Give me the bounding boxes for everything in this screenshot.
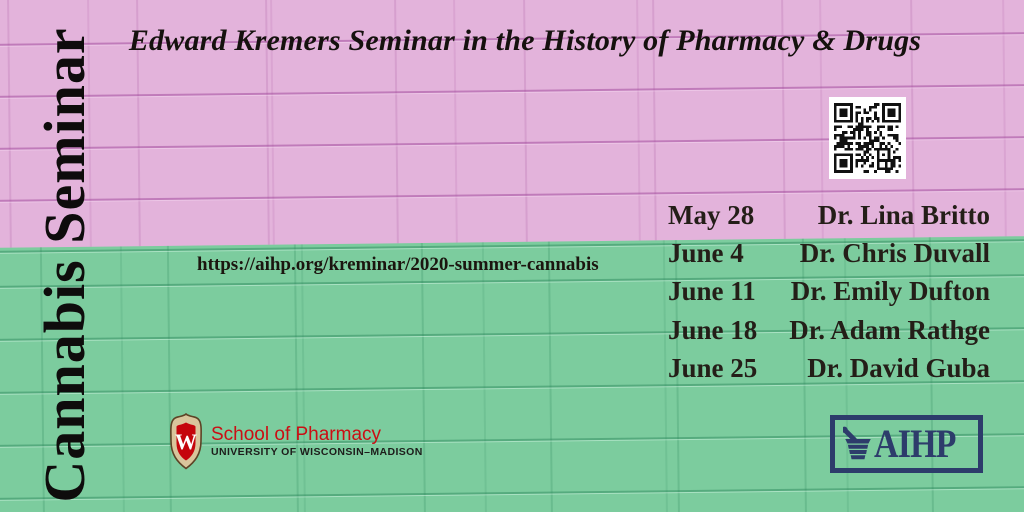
uw-logo-text	[211, 424, 423, 459]
schedule-row	[668, 196, 990, 234]
schedule-speaker: Dr. David Guba	[807, 353, 990, 384]
schedule-speaker: Dr. Chris Duvall	[799, 238, 990, 269]
uw-pharmacy-logo	[168, 413, 423, 470]
aihp-acronym: AIHP	[874, 421, 956, 466]
aihp-logo	[830, 415, 983, 473]
schedule-row	[668, 273, 990, 311]
schedule-row	[668, 234, 990, 272]
schedule-date: May 28	[668, 199, 755, 230]
schedule-speaker: Dr. Lina Britto	[817, 199, 990, 230]
schedule-row	[668, 311, 990, 349]
page-title: Edward Kremers Seminar in the History of Pharmacy & Drugs	[128, 24, 922, 57]
schedule-date: June 18	[668, 314, 758, 345]
uw-university-name: UNIVERSITY OF WISCONSIN–MADISON	[211, 446, 423, 458]
schedule-speaker: Dr. Emily Dufton	[790, 276, 990, 307]
seminar-url: https://aihp.org/kreminar/2020-summer-cannabis	[197, 254, 599, 275]
uw-crest-icon	[168, 413, 204, 470]
uw-school-name: School of Pharmacy	[211, 424, 382, 445]
uw-crest-letter: W	[175, 429, 197, 454]
schedule-date: June 25	[668, 353, 758, 384]
schedule-list	[668, 196, 990, 388]
vertical-title: Cannabis Seminar	[32, 27, 97, 503]
schedule-speaker: Dr. Adam Rathge	[789, 314, 990, 345]
mortar-pestle-icon	[843, 426, 873, 464]
schedule-date: June 11	[668, 276, 756, 307]
qr-code-pattern	[834, 103, 901, 173]
schedule-date: June 4	[668, 238, 744, 269]
schedule-row	[668, 350, 990, 388]
qr-code-icon	[829, 97, 906, 179]
